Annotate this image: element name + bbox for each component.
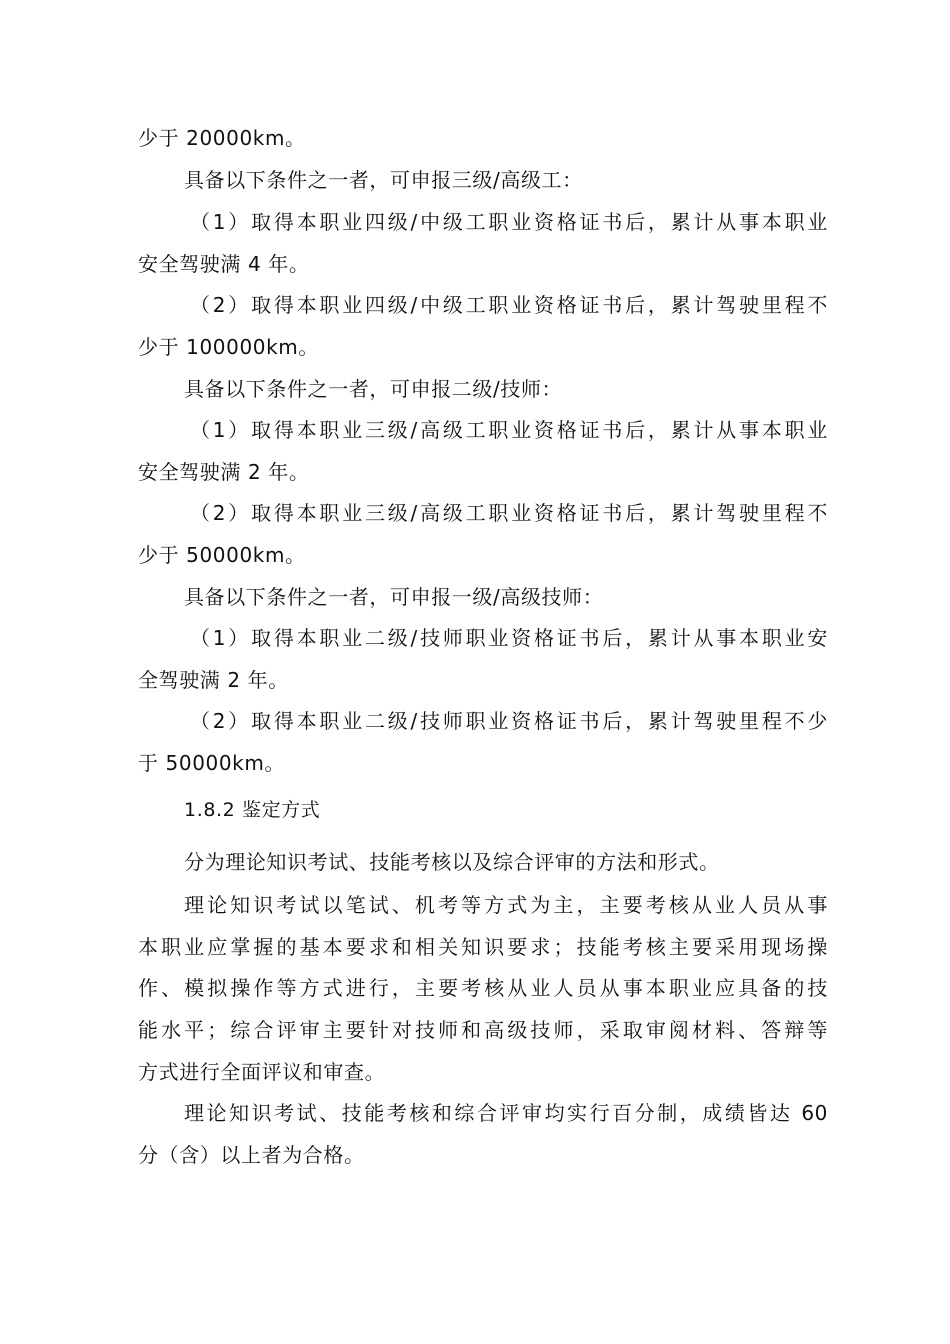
paragraph-line: 分为理论知识考试、技能考核以及综合评审的方法和形式。 (184, 850, 720, 874)
text-line: 安全驾驶满 4 年。 (138, 252, 310, 276)
list-item: （2）取得本职业四级/中级工职业资格证书后，累计驾驶里程不 (190, 293, 828, 317)
list-item: （1）取得本职业四级/中级工职业资格证书后，累计从事本职业 (190, 210, 828, 234)
list-item: （1）取得本职业三级/高级工职业资格证书后，累计从事本职业 (190, 418, 828, 442)
section-heading: 1.8.2 鉴定方式 (184, 799, 321, 821)
text-line: 安全驾驶满 2 年。 (138, 460, 310, 484)
paragraph-line: 理论知识考试、技能考核和综合评审均实行百分制，成绩皆达 60 (184, 1101, 828, 1125)
condition-heading: 具备以下条件之一者，可申报三级/高级工： (184, 168, 583, 192)
text-line: 少于 20000km。 (138, 126, 306, 150)
list-item: （2）取得本职业二级/技师职业资格证书后，累计驾驶里程不少 (190, 709, 828, 733)
text-line: 全驾驶满 2 年。 (138, 668, 289, 692)
text-line: 少于 50000km。 (138, 543, 306, 567)
text-line: 少于 100000km。 (138, 335, 319, 359)
list-item: （1）取得本职业二级/技师职业资格证书后，累计从事本职业安 (190, 626, 828, 650)
text-line: 于 50000km。 (138, 751, 286, 775)
condition-heading: 具备以下条件之一者，可申报一级/高级技师： (184, 585, 604, 609)
list-item: （2）取得本职业三级/高级工职业资格证书后，累计驾驶里程不 (190, 501, 828, 525)
paragraph-line: 方式进行全面评议和审查。 (138, 1060, 386, 1084)
paragraph-line: 分（含）以上者为合格。 (138, 1143, 365, 1167)
paragraph-line: 作、模拟操作等方式进行，主要考核从业人员从事本职业应具备的技 (138, 976, 828, 1000)
paragraph-line: 能水平；综合评审主要针对技师和高级技师，采取审阅材料、答辩等 (138, 1018, 828, 1042)
paragraph-line: 理论知识考试以笔试、机考等方式为主，主要考核从业人员从事 (184, 893, 828, 917)
paragraph-line: 本职业应掌握的基本要求和相关知识要求；技能考核主要采用现场操 (138, 935, 828, 959)
condition-heading: 具备以下条件之一者，可申报二级/技师： (184, 377, 563, 401)
